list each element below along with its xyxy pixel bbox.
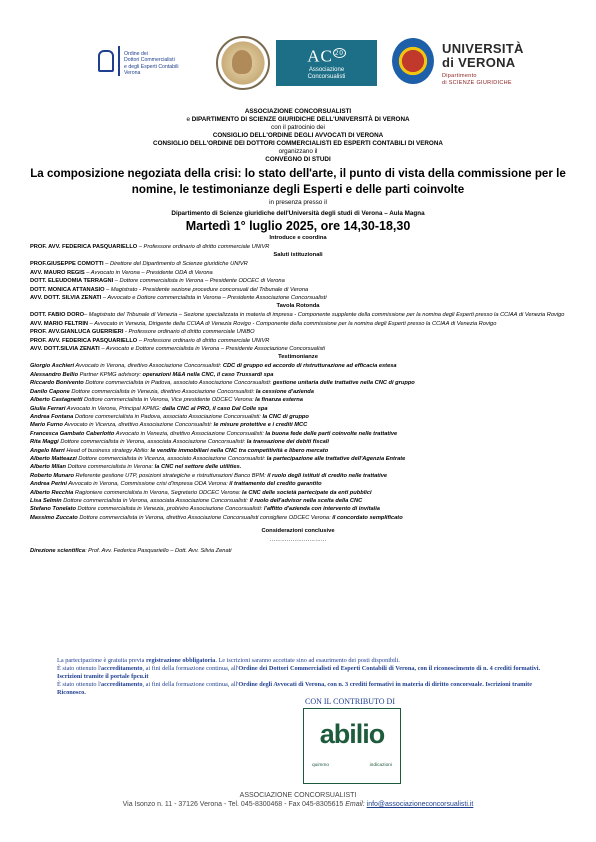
speaker-name: Roberto Munaro (30, 472, 74, 479)
speaker-role: Dottore commercialista in Vicenza, associato Associazione Concorsualisti: (76, 455, 267, 462)
note2-bold1: accreditamento (100, 665, 143, 672)
header-event-type: CONVEGNO DI STUDI (265, 156, 331, 163)
ordine-avvocati-seal-icon (216, 36, 270, 90)
talk-topic: la CNC nel settore delle utilities. (154, 464, 242, 471)
list-item (30, 345, 566, 353)
speaker-role: Avvocato in Verona, Commissione crisi d'impresa ODA Verona: (66, 481, 230, 488)
note2-mid: , ai fini della formazione continua, all' (142, 665, 239, 672)
speaker-role: – Direttore del Dipartimento di Scienze giuridiche UNIVR (103, 261, 248, 268)
abilio-wordmark: abilio (319, 719, 385, 749)
note2-pre: È stato ottenuto l' (57, 665, 101, 672)
speaker-role: Dottore commercialista in Verona: (66, 464, 155, 471)
event-venue: Dipartimento di Scienze giuridiche dell'Università degli studi di Verona – Aula Magna (171, 210, 425, 217)
footer-address (0, 791, 596, 809)
speaker-name: Danilo Capone (30, 388, 70, 395)
speaker-role: – Avvocato in Verona – Presidente ODA di Verona (84, 269, 213, 276)
header-organize: organizzano il (278, 148, 318, 155)
talk-topic: gestione unitaria delle trattative nella CNC di gruppo (272, 380, 415, 387)
talk-topic: l'affitto d'azienda con intervento di invitalia (263, 506, 380, 513)
talk-topic: la CNC di gruppo (262, 413, 309, 420)
speaker-name: Andrea Fontana (30, 413, 74, 420)
talk-topic: dalla CNC al PRO, il caso Dal Colle spa (162, 405, 268, 412)
speaker-role: Head of business strategy Abilio: (64, 447, 151, 454)
speaker-role: Partner KPMG advisory: (78, 371, 143, 378)
speaker-name: PROF. AVV. FEDERICA PASQUARIELLO (30, 337, 138, 344)
associazione-concorsualisti-logo (276, 40, 377, 86)
abilio-subline (312, 763, 392, 768)
speaker-name: Francesca Gambato Caberlotto (30, 430, 115, 437)
email-link[interactable]: info@associazioneconcorsualisti.it (366, 801, 474, 808)
speaker-name: Lisa Selmin (30, 497, 62, 504)
registration-note-2 (57, 665, 547, 681)
speaker-name: Alessandro Bellio (30, 371, 79, 378)
odcec-verona-logo (92, 38, 212, 88)
speaker-name: Alberto Castagnetti (30, 397, 83, 404)
list-item (30, 294, 566, 302)
speaker-name: Stefano Tonelato (30, 506, 76, 513)
odcec-emblem-icon (92, 46, 120, 76)
header-odcec: CONSIGLIO DELL'ORDINE DEI DOTTORI COMMERCIALISTI ED ESPERTI CONTABILI DI VERONA (153, 140, 443, 147)
list-item (30, 379, 566, 387)
talk-topic: la buona fede delle parti coinvolte nelle trattative (265, 430, 398, 437)
registration-notes (57, 657, 547, 697)
speaker-role: Avvocato in Venezia, direttivo Associazione Concorsualisti: (114, 430, 266, 437)
section-saluti: Saluti istituzionali (273, 252, 323, 259)
event-title: La composizione negoziata della crisi: lo stato dell'arte, il punto di vista della commissione per le nomine, le testimonianze degli Esperti e delle parti coinvolte (30, 167, 566, 196)
note3-bold2: Ordine degli Avvocati di Verona, con n. 3 crediti formativi in materia di diritto concorsuale. Iscrizioni tramite Riconosco. (57, 681, 533, 696)
speaker-name: PROF.GIUSEPPE COMOTTI (30, 261, 104, 268)
talk-topic: la finanza esterna (255, 397, 303, 404)
saluti-list (30, 260, 566, 302)
speaker-role: – Magistrato - Presidente sezione procedure concorsuali del Tribunale di Verona (104, 286, 309, 293)
odcec-logo-text: Ordine dei Dottori Commercialisti e degli Esperti Contabili Verona (124, 51, 179, 76)
list-item (30, 455, 566, 463)
header-oda: CONSIGLIO DELL'ORDINE DEGLI AVVOCATI DI VERONA (212, 132, 384, 139)
speaker-name: Alberto Milan (30, 464, 67, 471)
speaker-name: Andrea Perini (30, 481, 67, 488)
talk-topic: le misure protettive e i crediti MCC (213, 422, 308, 429)
speaker-name: DOTT. MONICA ATTANASIO (30, 286, 105, 293)
speaker-role: Dottore commercialista in Padova, associato Associazione Concorsualisti: (73, 413, 263, 420)
talk-topic: il concordato semplificato (332, 514, 403, 521)
speaker-role: Avvocato in Verona, Principal KPMG: (65, 405, 163, 412)
header-department-name: DIPARTIMENTO DI SCIENZE GIURIDICHE DELL'UNIVERSITÀ DI VERONA (191, 116, 410, 123)
address-line: Via Isonzo n. 11 - 37126 Verona - Tel. 045-8300468 - Fax 045-8305615 (122, 801, 346, 808)
registration-note-1 (57, 657, 547, 665)
speaker-role: Dottore commercialista in Padova, associato Associazione Concorsualisti: (83, 380, 273, 387)
list-item (30, 311, 566, 319)
speaker-name: DOTT. FABIO DORO (30, 312, 85, 319)
event-date: Martedì 1° luglio 2025, ore 14,30-18,30 (185, 219, 411, 233)
talk-topic: il trattamento del credito garantito (229, 481, 322, 488)
testimonianze-list (30, 362, 566, 522)
intro-list (30, 243, 566, 251)
section-conclusive: Considerazioni conclusive (261, 528, 335, 535)
list-item (30, 480, 566, 488)
logo-bar (0, 36, 596, 98)
header-department (30, 116, 566, 124)
speaker-role: Dottore commercialista in Venezia, probiviro Associazione Concorsualisti: (75, 506, 264, 513)
list-item (30, 269, 566, 277)
speaker-role: Ragioniere commercialista in Verona, Segretario ODCEC Verona: (73, 489, 243, 496)
speaker-role: – Avvocato e Dottore commercialista in Verona – Presidente Associazione Concorsualisti (99, 346, 326, 353)
univr-logo-text (442, 42, 542, 86)
list-item (30, 413, 566, 421)
list-item (30, 277, 566, 285)
event-presence: in presenza presso il (269, 199, 327, 206)
direzione-scientifica (30, 547, 566, 555)
list-item (30, 405, 566, 413)
note1-post: . Le iscrizioni saranno accettate sino ad esaurimento dei posti disponibili. (215, 657, 400, 664)
list-item (30, 328, 566, 336)
address-details (0, 800, 596, 809)
list-item (30, 421, 566, 429)
speaker-role: – Magistrato del Tribunale di Venezia – Sezione specializzata in materia di impresa - Componente supplente della commissione per la nomina degli Esperti presso la CCIAA di Venezia Rovigo (84, 312, 565, 319)
list-item (30, 489, 566, 497)
speaker-name: AVV. MARIO FELTRIN (30, 320, 89, 327)
speaker-name: Giulia Ferrari (30, 405, 66, 412)
talk-topic: le vendite immobiliari nella CNC tra competitività e libero mercato (150, 447, 329, 454)
speaker-role: Referente gestione UTP, posizioni strategiche e ristrutturazioni Banco BPM: (73, 472, 268, 479)
speaker-role: – Professore ordinario di diritto commerciale UNIVR (137, 244, 270, 250)
univr-dip1: Dipartimento (442, 73, 477, 79)
abilio-sub-left: quimmo (312, 763, 330, 768)
univr-dip2: di SCIENZE GIURIDICHE (442, 79, 512, 86)
note3-mid: , ai fini della formazione continua, all' (142, 681, 239, 688)
talk-topic: operazioni M&A nella CNC, il caso Trussardi spa (142, 371, 274, 378)
list-item (30, 260, 566, 268)
speaker-name: Alberto Matteazzi (30, 455, 77, 462)
speaker-name: Mario Furno (30, 422, 63, 429)
header-patronage-intro: con il patrocinio dei (271, 124, 325, 131)
univr-crest-icon (392, 38, 434, 84)
list-item (30, 463, 566, 471)
section-dots: ………………………… (269, 537, 327, 544)
list-item (30, 243, 566, 251)
main-content (30, 108, 566, 556)
speaker-name: AVV. DOTT.SILVIA ZENATI (30, 346, 100, 353)
section-tavola: Tavola Rotonda (276, 303, 320, 310)
speaker-name: Alberto Recchia (30, 489, 74, 496)
abilio-sub-right: indicazioni (369, 763, 392, 768)
speaker-name: Angelo Marri (30, 447, 65, 454)
speaker-name: AVV. MAURO REGIS (30, 269, 85, 276)
list-item (30, 505, 566, 513)
list-item (30, 430, 566, 438)
note1-pre: La partecipazione è gratuita previa (57, 657, 146, 664)
list-item (30, 396, 566, 404)
speaker-name: PROF. AVV.GIANLUCA GUERRIERI (30, 329, 124, 336)
abilio-logo (303, 708, 401, 784)
speaker-role: – Avvocato in Venezia, Dirigente della CCIAA di Venezia Rovigo - Componente della commissione per la nomina degli Esperti presso la CCIAA di Venezia Rovigo (88, 320, 497, 327)
speaker-role: - Professore ordinario di diritto commerciale UNIBO (123, 329, 255, 336)
talk-topic: la partecipazione alle trattative dell'Agenzia Entrate (266, 455, 406, 462)
talk-topic: CDC di gruppo ed accordo di ristrutturazione ad efficacia estesa (222, 363, 397, 370)
talk-topic: la cessione d'azienda (255, 388, 314, 395)
note2-bold2: Ordine dei Dottori Commercialisti ed Esperti Contabili di Verona, con il riconoscimento di n. 4 crediti formativi. Iscrizioni tramite il portale fpcu.it (57, 665, 541, 680)
ac-logo-initials: AC (307, 46, 333, 66)
speaker-role: – Avvocato e Dottore commercialista in Verona – Presidente Associazione Concorsualisti (101, 295, 327, 302)
speaker-role: Avvocato in Vicenza, direttivo Associazione Concorsualisti: (62, 422, 214, 429)
speaker-role: Dottore commercialista in Verona, associata Associazione Concorsualisti: (58, 439, 247, 446)
speaker-name: Giorgio Aschieri (30, 363, 75, 370)
header-organizer: ASSOCIAZIONE CONCORSUALISTI (244, 108, 352, 115)
note3-pre: È stato ottenuto l' (57, 681, 101, 688)
address-org: ASSOCIAZIONE CONCORSUALISTI (239, 792, 357, 799)
email-label: Email: (345, 801, 367, 808)
speaker-role: – Professore ordinario di diritto commerciale UNIVR (137, 337, 270, 344)
speaker-role: Dottore commercialista in Venezia, direttivo Associazione Concorsualisti: (69, 388, 256, 395)
talk-topic: la CNC delle società partecipate da enti pubblici (242, 489, 372, 496)
header-conj: e (186, 116, 192, 123)
speaker-role: Dottore commercialista in Verona, direttivo Associazione Concorsualisti consigliere ODCEC Verona: (77, 514, 333, 521)
section-testimonianze: Testimonianze (278, 354, 318, 361)
list-item (30, 320, 566, 328)
direzione-value: : Prof. Avv. Federica Pasquariello – Dott. Avv. Silvia Zenati (85, 548, 232, 555)
note1-bold: registrazione obbligatoria (145, 657, 216, 664)
tavola-list (30, 311, 566, 353)
talk-topic: la transazione dei debiti fiscali (246, 439, 329, 446)
list-item (30, 371, 566, 379)
list-item (30, 337, 566, 345)
speaker-name: Rita Maggi (30, 439, 59, 446)
registration-note-3 (57, 681, 547, 697)
speaker-role: Dottore commercialista in Verona, associata Associazione Concorsualisti: (61, 497, 250, 504)
speaker-role: – Dottore commercialista in Verona – Presidente ODCEC di Verona (113, 278, 285, 285)
speaker-role: Dottore commercialista in Verona, Vice presidente ODCEC Verona: (82, 397, 256, 404)
speaker-name: AVV. DOTT. SILVIA ZENATI (30, 295, 102, 302)
ac-anniversary-badge: 20 (334, 49, 344, 57)
talk-topic: il ruolo dell'advisor nella scelta della CNC (249, 497, 363, 504)
list-item (30, 286, 566, 294)
sponsor-label: CON IL CONTRIBUTO DI (305, 697, 395, 706)
speaker-role: Avvocato in Verona, direttivo Associazione Concorsualisti: (74, 363, 223, 370)
note3-bold1: accreditamento (100, 681, 143, 688)
speaker-name: DOTT. ELEUDOMIA TERRAGNI (30, 278, 114, 285)
list-item (30, 388, 566, 396)
list-item (30, 362, 566, 370)
talk-topic: il ruolo degli istituti di credito nelle trattative (267, 472, 388, 479)
list-item (30, 472, 566, 480)
univr-line2: di VERONA (442, 55, 516, 70)
ac-logo-line2: Concorsualisti (307, 73, 346, 80)
list-item (30, 447, 566, 455)
section-intro: Introduce e coordina (269, 235, 327, 241)
list-item (30, 438, 566, 446)
list-item (30, 497, 566, 505)
ac-logo-line1: Associazione (308, 66, 345, 73)
direzione-label: Direzione scientifica (30, 548, 85, 555)
speaker-name: PROF. AVV. FEDERICA PASQUARIELLO (30, 244, 138, 250)
univr-line1: UNIVERSITÀ (442, 41, 524, 56)
speaker-name: Massimo Zuccato (30, 514, 78, 521)
list-item (30, 514, 566, 522)
speaker-name: Riccardo Bonivento (30, 380, 84, 387)
